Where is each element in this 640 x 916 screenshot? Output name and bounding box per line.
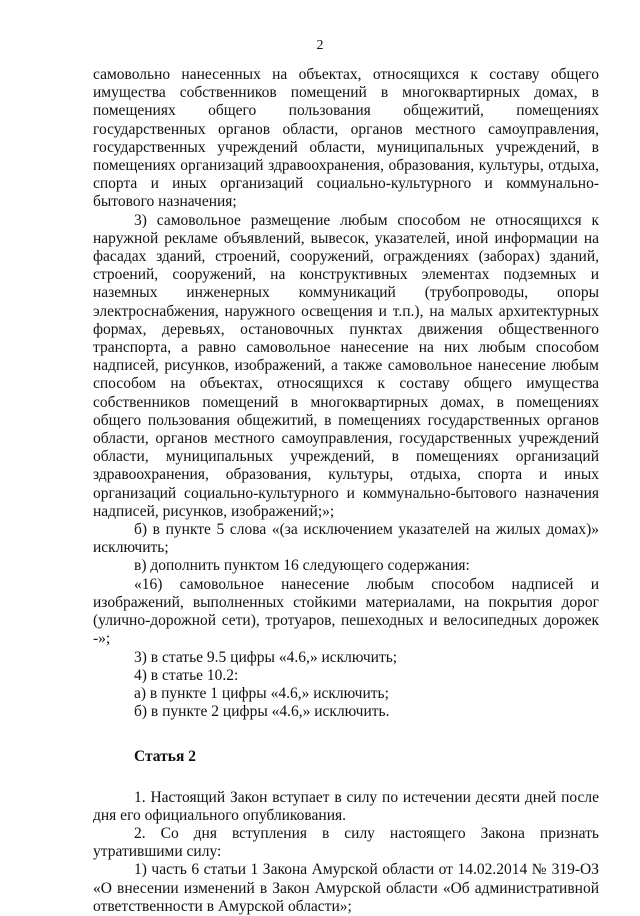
document-body [93,66,599,916]
paragraph-item-b-point-2: б) в пункте 2 цифры «4.6,» исключить. [134,703,390,721]
paragraph-continuation: самовольно нанесенных на объектах, относящихся к составу общего имущества собственников помещений в многоквартирных домах, в помещениях общего пользования общежитий, помещениях государственных органов области, органов местного самоуправления, государственных учреждений области, муниципальных учреждений, в помещениях организаций здравоохранения, образования, культуры, отдыха, спорта и иных организаций социально-культурного и коммунально-бытового назначения; [93,66,599,211]
paragraph-article2-point-2: 2. Со дня вступления в силу настоящего Закона признать утратившими силу: [93,824,599,861]
paragraph-item-3: 3) самовольное размещение любым способом не относящихся к наружной рекламе объявлений, вывесок, указателей, иной информации на фасадах зданий, строений, сооружений, ограждениях (заборах) зданий, строений, сооружений, на конструктивных элементах подземных и наземных инженерных коммуникаций (трубопроводы, опоры электроснабжения, наружного освещения и т.п.), на малых архитектурных формах, деревьях, остановочных пунктах движения общественного транспорта, а равно самовольное нанесение на них любым способом надписей, рисунков, изображений, а также самовольное нанесение любым способом на объектах, относящихся к составу общего имущества собственников помещений в многоквартирных домах, в помещениях общего пользования общежитий, в помещениях государственных органов области, органов местного самоуправления, государственных учреждений области, муниципальных учреждений, в помещениях организаций здравоохранения, образования, культуры, отдыха, спорта и иных организаций социально-культурного и коммунально-бытового назначения надписей, рисунков, изображений;»; [93,211,599,520]
paragraph-item-b-point-5: б) в пункте 5 слова «(за исключением указателей на жилых домах)» исключить; [93,521,599,557]
paragraph-item-a: а) в пункте 1 цифры «4.6,» исключить; [134,684,389,702]
page-number: 2 [316,38,324,53]
paragraph-repeal-item-1: 1) часть 6 статьи 1 Закона Амурской области от 14.02.2014 № 319-ОЗ «О внесении изменений в Закон Амурской области «Об административной ответственности в Амурской области»; [93,861,599,915]
paragraph-point-16: «16) самовольное нанесение любым способом надписей и изображений, выполненных стойкими материалами, на покрытия дорог (улично-дорожной сети), тротуаров, пешеходных и велосипедных дорожек -»; [93,575,599,648]
paragraph-item-4-article-10-2: 4) в статье 10.2: [134,666,239,684]
paragraph-item-v: в) дополнить пунктом 16 следующего содержания: [134,557,470,575]
article-heading: Статья 2 [134,748,196,766]
paragraph-article2-point-1: 1. Настоящий Закон вступает в силу по истечении десяти дней после дня его официального опубликования. [93,788,599,824]
paragraph-item-3-article-9-5: 3) в статье 9.5 цифры «4.6,» исключить; [134,648,398,666]
